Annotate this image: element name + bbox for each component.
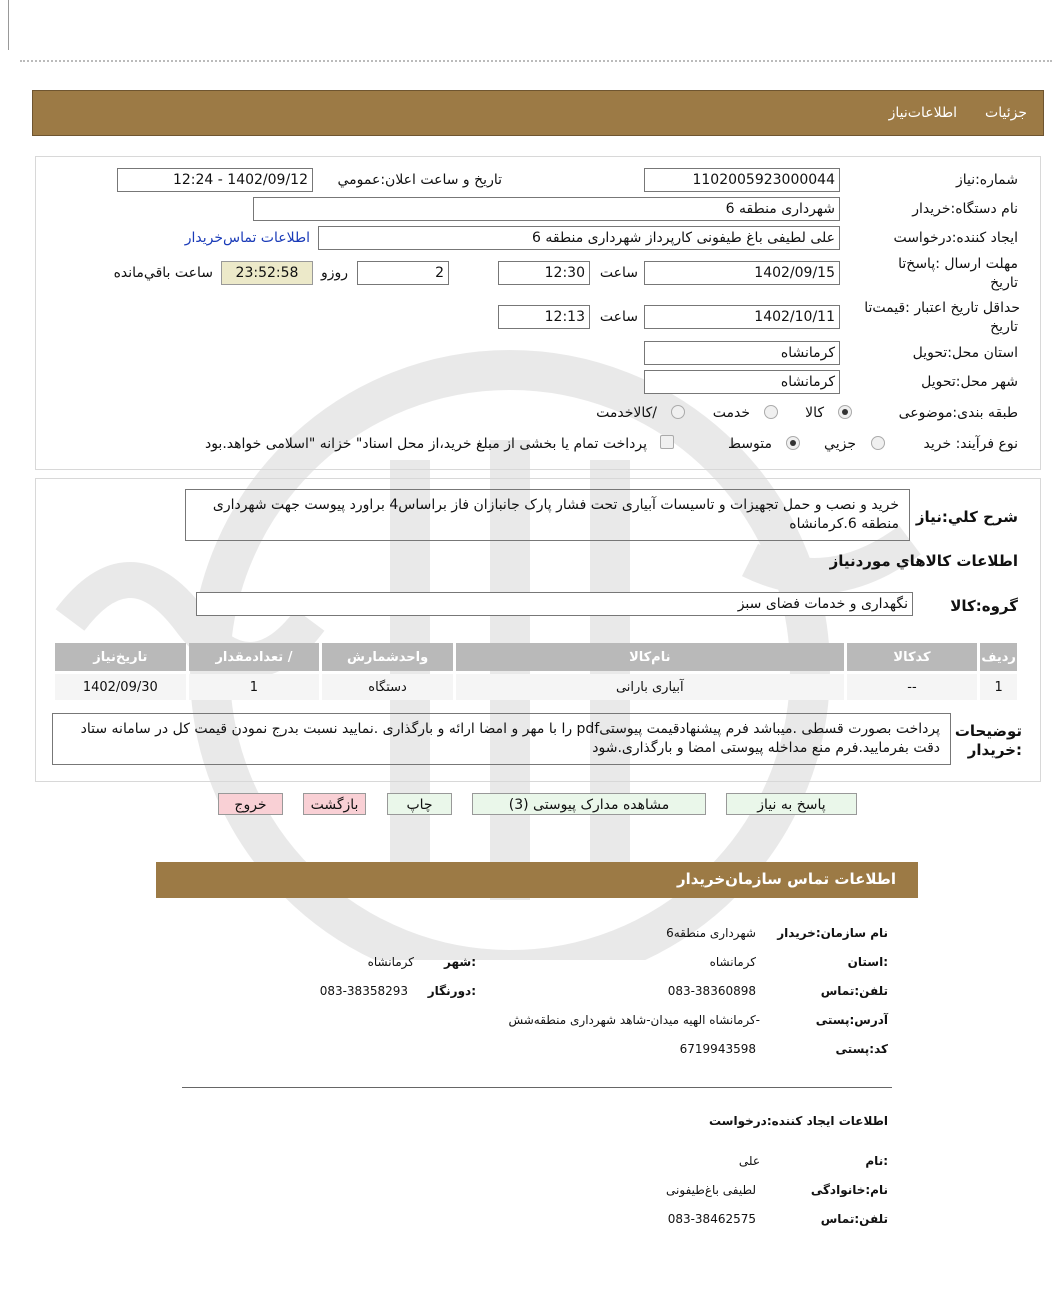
- creator-field: علی لطیفی باغ طیفونی کارپرداز شهرداری منطقه 6: [318, 226, 840, 250]
- category-both-radio[interactable]: [671, 405, 685, 419]
- col-qty: / تعدادمقدار: [189, 643, 320, 671]
- province-field: کرمانشاه: [644, 341, 840, 365]
- creator-phone-value: 083-38462575: [667, 1212, 756, 1226]
- province-contact-label: :استان: [847, 955, 888, 969]
- category-both-label: /كالاخدمت: [596, 405, 657, 421]
- group-field: نگهداری و خدمات فضای سبز: [196, 592, 913, 616]
- province-contact-value: کرمانشاه: [709, 955, 756, 969]
- goods-title: اطلاعات كالاهاي موردنياز: [829, 552, 1018, 570]
- cell-code: --: [847, 674, 978, 700]
- notes-box: پرداخت بصورت قسطی .میباشد فرم پیشنهادقیمت پیوستیpdf را با مهر و امضا ارائه و بارگذاری .نمایید نسبت بدرج نمودن قیمت کل در سامانه ستاد دقت بفرمایید.فرم منع مداخله پیوستی امضا و بارگذاری.شود: [52, 713, 951, 765]
- city-label: شهر محل:تحويل: [921, 374, 1018, 390]
- address-value: -کرمانشاه الهیه میدان-شاهد شهرداری منطقه‌شش: [508, 1013, 760, 1027]
- goods-table-header: [55, 643, 1017, 671]
- family-value: لطیفی باغ‌طیفونی: [666, 1183, 756, 1197]
- validity-hour-label: ساعت: [599, 309, 638, 325]
- category-service-label: خدمت: [712, 405, 750, 421]
- phone-value: 083-38360898: [667, 984, 756, 998]
- creator-label: ايجاد كننده:درخواست: [893, 230, 1018, 246]
- cell-name: آبیاری بارانی: [456, 674, 844, 700]
- category-goods-label: كالا: [805, 405, 824, 421]
- remaining-label: ساعت باقي‌مانده: [113, 265, 213, 281]
- summary-label: شرح كلي:نياز: [915, 508, 1018, 526]
- address-label: آدرس:پستی: [815, 1013, 888, 1027]
- category-service-radio[interactable]: [764, 405, 778, 419]
- fax-label: :دورنگار: [427, 984, 476, 998]
- name-label: :نام: [865, 1154, 888, 1168]
- deadline-date-field: 1402/09/15: [644, 261, 840, 285]
- buyer-field: شهرداری منطقه 6: [253, 197, 840, 221]
- cell-unit: دستگاه: [322, 674, 453, 700]
- validity-label: حداقل تاريخ اعتبار :قيمت‌تا: [864, 300, 1020, 316]
- contact-divider: [182, 1087, 892, 1088]
- col-date: تاريخ‌نياز: [55, 643, 186, 671]
- family-label: نام:خانوادگی: [810, 1183, 888, 1197]
- deadline-label: مهلت ارسال :پاسخ‌تا: [898, 256, 1018, 272]
- category-label: طبقه بندی:موضوعی: [898, 405, 1018, 421]
- notes-label: توضيحات: [954, 722, 1022, 740]
- process-minor-label: جزيي: [824, 436, 856, 452]
- exit-button[interactable]: خروج: [218, 793, 283, 815]
- remaining-time: 23:52:58: [221, 261, 313, 285]
- deadline-label-2: تاريخ: [990, 275, 1018, 291]
- days-label: روزو: [320, 265, 348, 281]
- cell-row: 1: [980, 674, 1017, 700]
- validity-label-2: تاريخ: [990, 319, 1018, 335]
- attachments-button[interactable]: مشاهده مدارک پیوستی (3): [472, 793, 706, 815]
- city-field: کرمانشاه: [644, 370, 840, 394]
- cell-date: 1402/09/30: [55, 674, 186, 700]
- group-label: گروه:كالا: [950, 597, 1018, 615]
- col-name: نام‌كالا: [456, 643, 844, 671]
- process-minor-radio[interactable]: [871, 436, 885, 450]
- postal-value: 6719943598: [679, 1042, 756, 1056]
- tab-details[interactable]: جزئيات: [985, 105, 1027, 121]
- col-unit: واحدشمارش: [322, 643, 453, 671]
- summary-box: خرید و نصب و حمل تجهیزات و تاسیسات آبیاری تحت فشار پارک جانبازان فاز براساس4 براورد پیوست جهت شهرداری منطقه 6.کرمانشاه: [185, 489, 910, 541]
- creator-phone-label: تلفن:تماس: [820, 1212, 888, 1226]
- back-button[interactable]: بازگشت: [303, 793, 366, 815]
- city-contact-value: کرمانشاه: [367, 955, 414, 969]
- page-header: [32, 90, 1044, 136]
- process-medium-label: متوسط: [728, 436, 772, 452]
- days-field: 2: [357, 261, 449, 285]
- payment-note: پرداخت تمام يا بخشی از مبلغ خريد،از محل اسناد" خزانه "اسلامی خواهد.بود: [204, 436, 647, 452]
- validity-hour-field: 12:13: [498, 305, 590, 329]
- process-medium-radio[interactable]: [786, 436, 800, 450]
- cell-qty: 1: [189, 674, 320, 700]
- tab-need-info[interactable]: اطلاعات‌نياز: [888, 105, 957, 121]
- notes-label-2: :خريدار: [967, 741, 1022, 759]
- payment-checkbox[interactable]: [660, 435, 674, 449]
- deadline-hour-label: ساعت: [599, 265, 638, 281]
- postal-label: كد:پستی: [835, 1042, 888, 1056]
- goods-table: [52, 640, 1020, 703]
- need-number-label: شماره:نياز: [955, 172, 1018, 188]
- phone-label: تلفن:تماس: [820, 984, 888, 998]
- table-row: [55, 674, 1017, 700]
- buyer-contact-link[interactable]: اطلاعات تماس‌خريدار: [184, 230, 310, 246]
- announce-label: تاريخ و ساعت اعلان:عمومي: [337, 172, 502, 188]
- fax-value: 083-38358293: [319, 984, 408, 998]
- org-value: شهرداری منطقه6: [666, 926, 756, 940]
- name-value: علی: [738, 1154, 760, 1168]
- contact-title: اطلاعات تماس سازمان‌خريدار: [676, 870, 896, 888]
- contact-header: [156, 862, 918, 898]
- province-label: استان محل:تحويل: [912, 345, 1018, 361]
- print-button[interactable]: چاپ: [387, 793, 452, 815]
- org-label: نام سازمان:خريدار: [777, 926, 888, 940]
- creator-section-title: اطلاعات ايجاد كننده:درخواست: [708, 1114, 888, 1128]
- col-code: كدكالا: [847, 643, 978, 671]
- buyer-label: نام دستگاه:خريدار: [912, 201, 1018, 217]
- col-row: رديف: [980, 643, 1017, 671]
- city-contact-label: :شهر: [444, 955, 476, 969]
- need-number-field: 1102005923000044: [644, 168, 840, 192]
- deadline-hour-field: 12:30: [498, 261, 590, 285]
- category-goods-radio[interactable]: [838, 405, 852, 419]
- reply-button[interactable]: پاسخ به نياز: [726, 793, 857, 815]
- announce-field: 1402/09/12 - 12:24: [117, 168, 313, 192]
- process-label: نوع فرآيند: خريد: [923, 436, 1018, 452]
- validity-date-field: 1402/10/11: [644, 305, 840, 329]
